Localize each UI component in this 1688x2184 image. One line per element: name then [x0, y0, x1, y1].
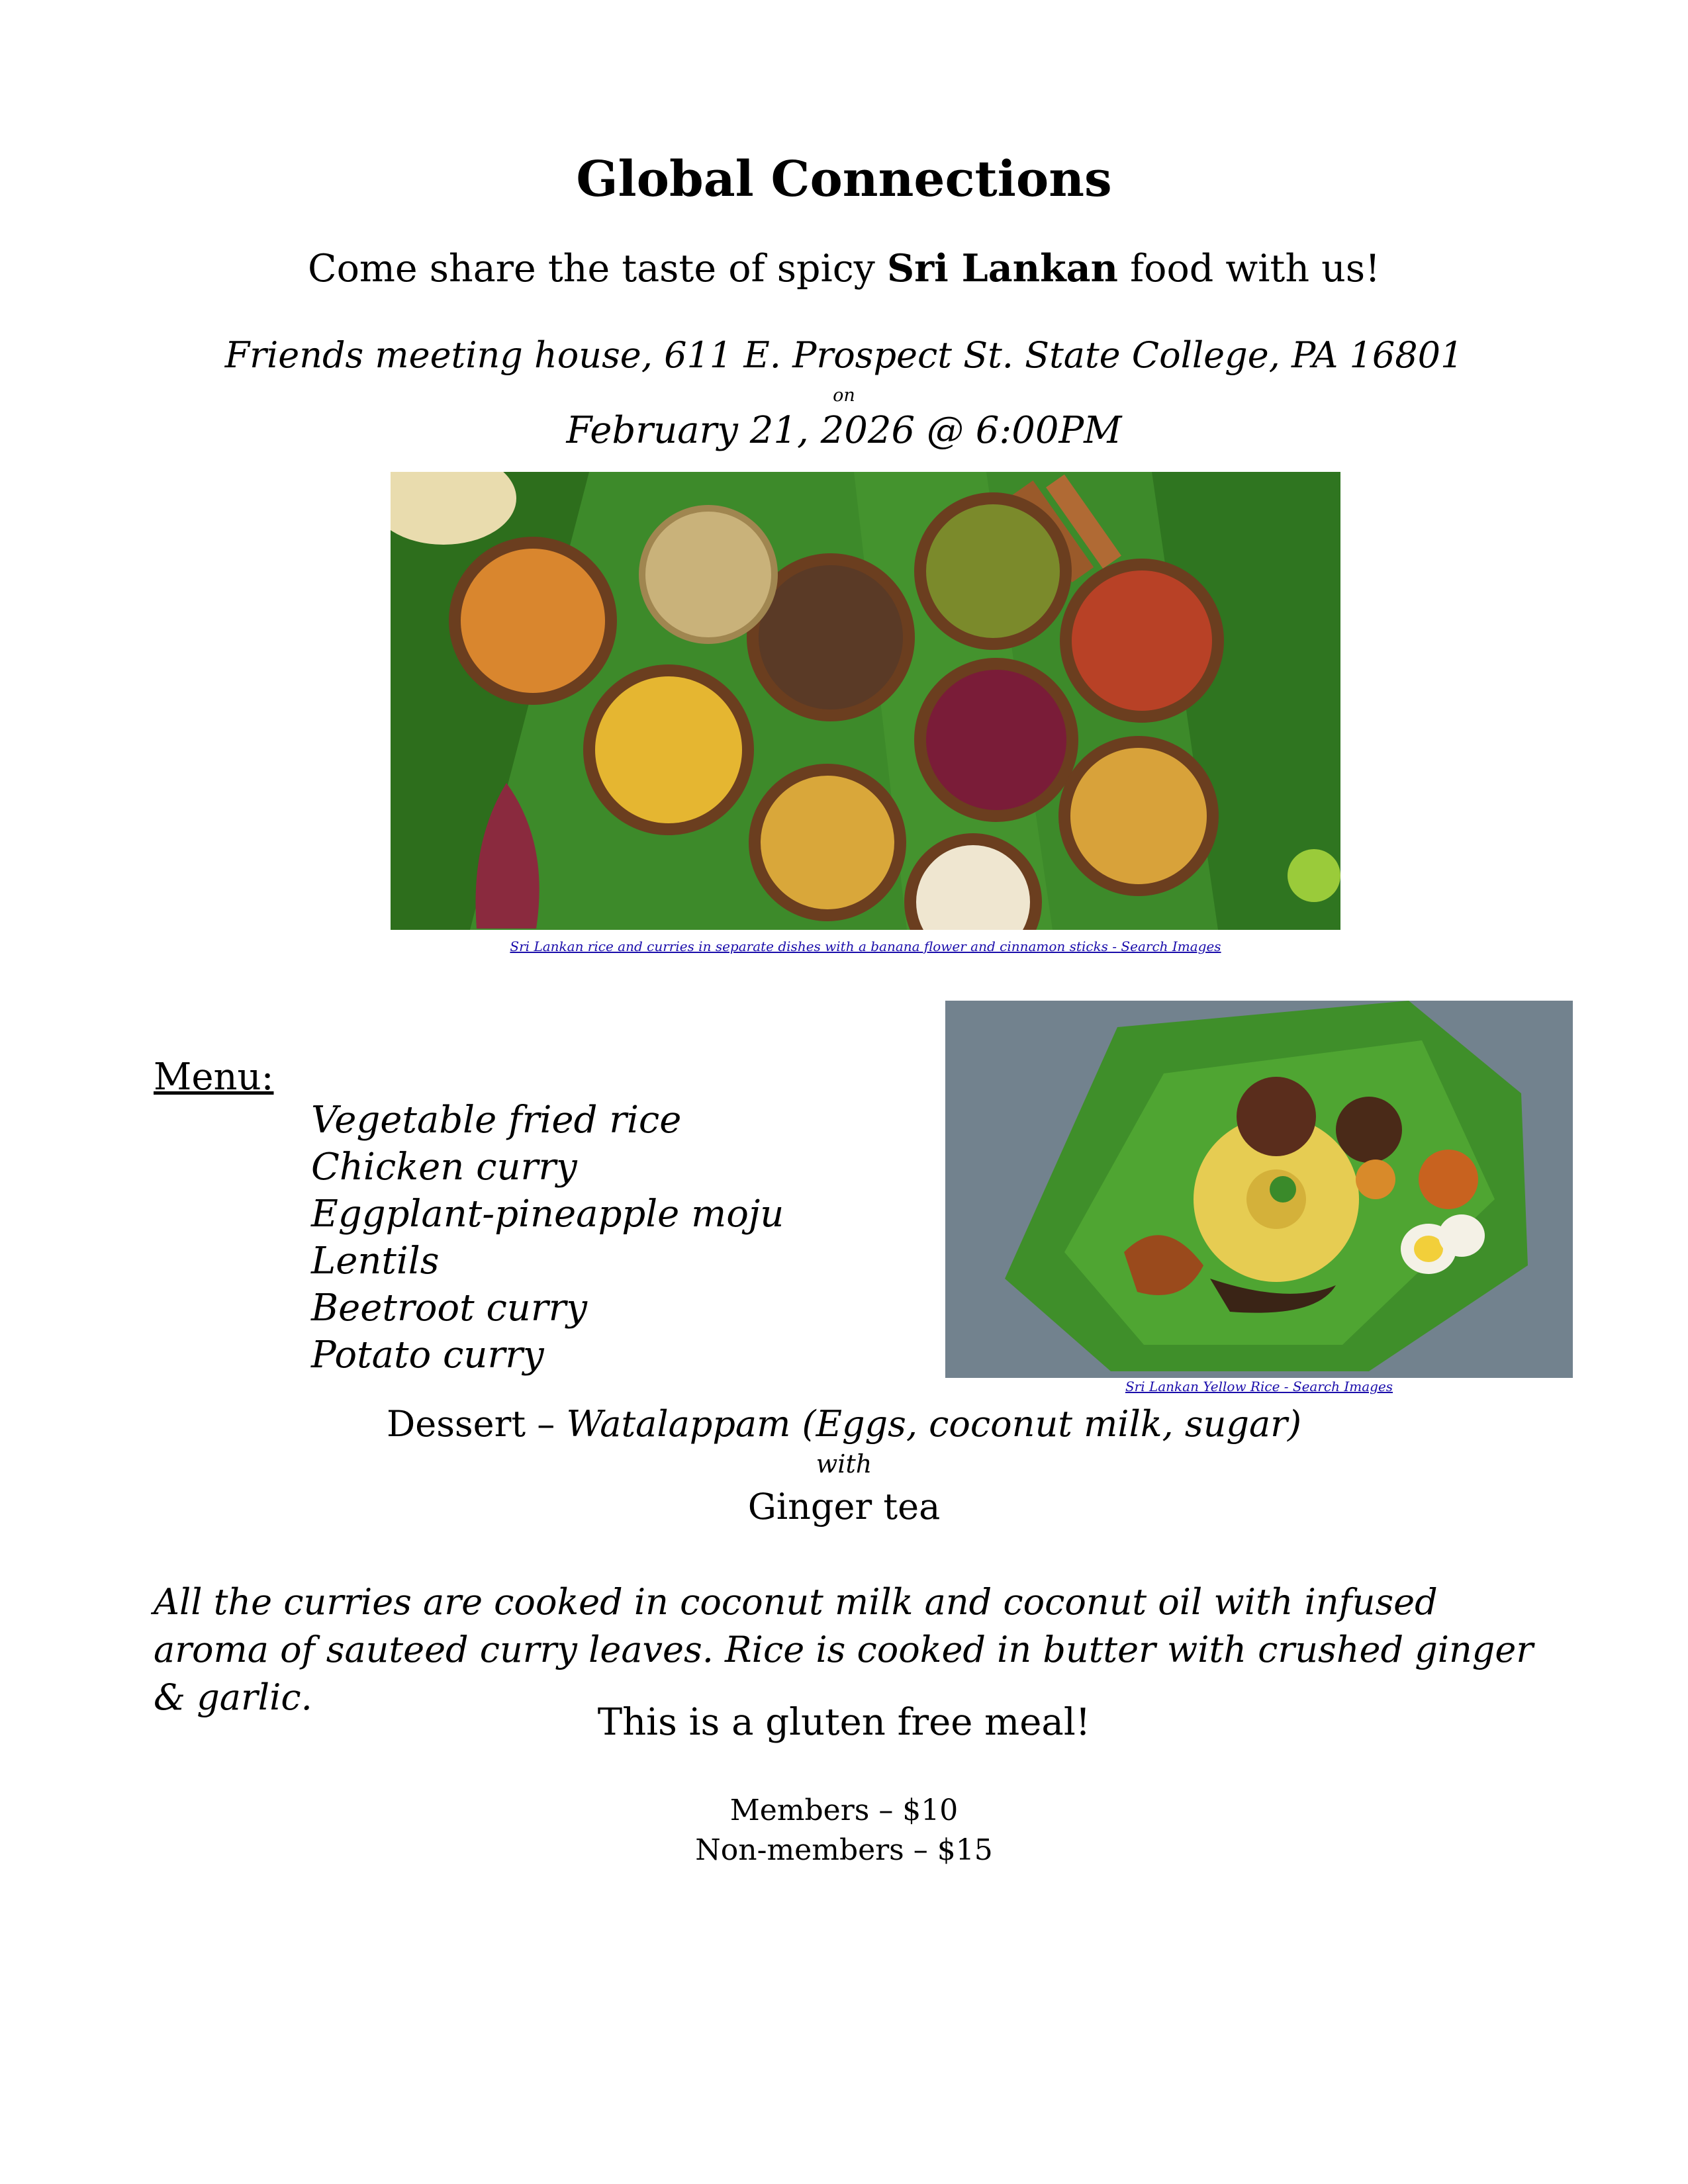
menu-item: Lentils [311, 1240, 440, 1283]
menu-list [311, 1097, 784, 1379]
dessert-item: Watalappam (Eggs, coconut milk, sugar) [566, 1403, 1302, 1445]
with-label: with [816, 1449, 872, 1479]
menu-heading: Menu: [154, 1056, 274, 1099]
yellow-rice-photo [945, 1001, 1573, 1378]
gluten-free-note: This is a gluten free meal! [597, 1701, 1091, 1744]
food-bowls-caption-link[interactable]: Sri Lankan rice and curries in separate dishes with a banana flower and cinnamon sticks - Search Images [510, 938, 1221, 954]
non-member-price: Non-members – $15 [695, 1833, 993, 1867]
menu-item: Chicken curry [311, 1146, 577, 1189]
venue-address: Friends meeting house, 611 E. Prospect St. State College, PA 16801 [224, 334, 1464, 376]
subtitle-prefix: Come share the taste of spicy [307, 247, 887, 291]
cooking-note: All the curries are cooked in coconut milk and coconut oil with infused aroma of sauteed curry leaves. Rice is cooked in butter with crushed ginger & garlic. [154, 1581, 1534, 1718]
subtitle-highlight: Sri Lankan [886, 246, 1118, 291]
subtitle [0, 246, 1688, 291]
menu-item: Eggplant-pineapple moju [311, 1193, 784, 1236]
food-bowls-illustration [391, 472, 1340, 930]
menu-item: Potato curry [311, 1334, 544, 1377]
menu-item: Vegetable fried rice [311, 1099, 682, 1142]
yellow-rice-illustration [945, 1001, 1573, 1378]
page-title: Global Connections [576, 151, 1112, 208]
on-label: on [833, 385, 855, 406]
food-bowls-photo [391, 472, 1340, 930]
member-price: Members – $10 [729, 1794, 959, 1827]
subtitle-suffix: food with us! [1117, 247, 1381, 291]
yellow-rice-caption-link[interactable]: Sri Lankan Yellow Rice - Search Images [1125, 1379, 1393, 1394]
menu-item: Beetroot curry [311, 1287, 588, 1330]
dessert-line [0, 1403, 1688, 1445]
dessert-label: Dessert – [386, 1403, 567, 1445]
drink-item: Ginger tea [747, 1486, 941, 1527]
event-date: February 21, 2026 @ 6:00PM [566, 409, 1122, 452]
